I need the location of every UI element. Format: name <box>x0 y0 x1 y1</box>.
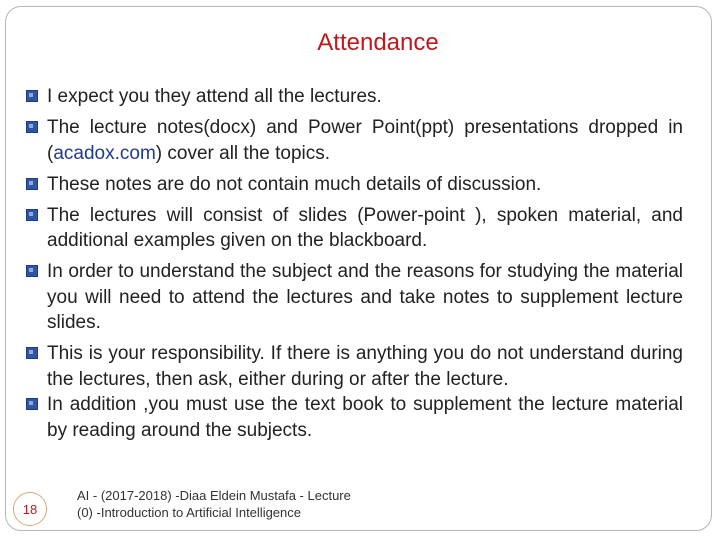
square-bullet-icon <box>26 178 38 190</box>
page-number: 18 <box>13 492 47 526</box>
bullet-text: I expect you they attend all the lectures. <box>47 86 382 107</box>
bullet-item <box>26 259 683 336</box>
square-bullet-icon <box>26 90 38 102</box>
bullet-item <box>26 172 683 198</box>
bullet-item <box>26 341 683 392</box>
bullet-text: This is your responsibility. If there is anything you do not understand during the lectures, then ask, either during or after the lecture. <box>47 343 683 390</box>
footer-text <box>77 487 437 521</box>
acadox-link[interactable]: acadox.com <box>53 142 156 164</box>
bullet-item <box>26 115 683 166</box>
bullet-text-prefix: The lecture notes(docx) and Power Point(ppt) presentations dropped in ( <box>47 117 683 164</box>
bullet-item <box>26 203 683 254</box>
bullet-text: These notes are do not contain much details of discussion. <box>47 173 542 195</box>
bullet-text-suffix: ) cover all the topics. <box>155 142 331 164</box>
bullet-text: The lectures will consist of slides (Power-point ), spoken material, and additional examples given on the blackboard. <box>47 204 683 251</box>
square-bullet-icon <box>26 265 38 277</box>
square-bullet-icon <box>26 209 38 221</box>
square-bullet-icon <box>26 121 38 133</box>
bullet-text: In order to understand the subject and the reasons for studying the material you will need to attend the lectures and take notes to supplement lecture slides. <box>47 261 683 333</box>
bullet-item <box>26 392 683 443</box>
footer-line-2: (0) -Introduction to Artificial Intelligence <box>77 505 301 520</box>
bullet-item <box>26 84 683 110</box>
bullet-text: In addition ,you must use the text book to supplement the lecture material by reading around the subjects. <box>47 394 683 441</box>
slide-title: Attendance <box>317 29 439 56</box>
square-bullet-icon <box>26 398 38 410</box>
square-bullet-icon <box>26 347 38 359</box>
bullet-list <box>26 84 683 443</box>
footer-line-1: AI - (2017-2018) -Diaa Eldein Mustafa - Lecture <box>77 488 351 503</box>
